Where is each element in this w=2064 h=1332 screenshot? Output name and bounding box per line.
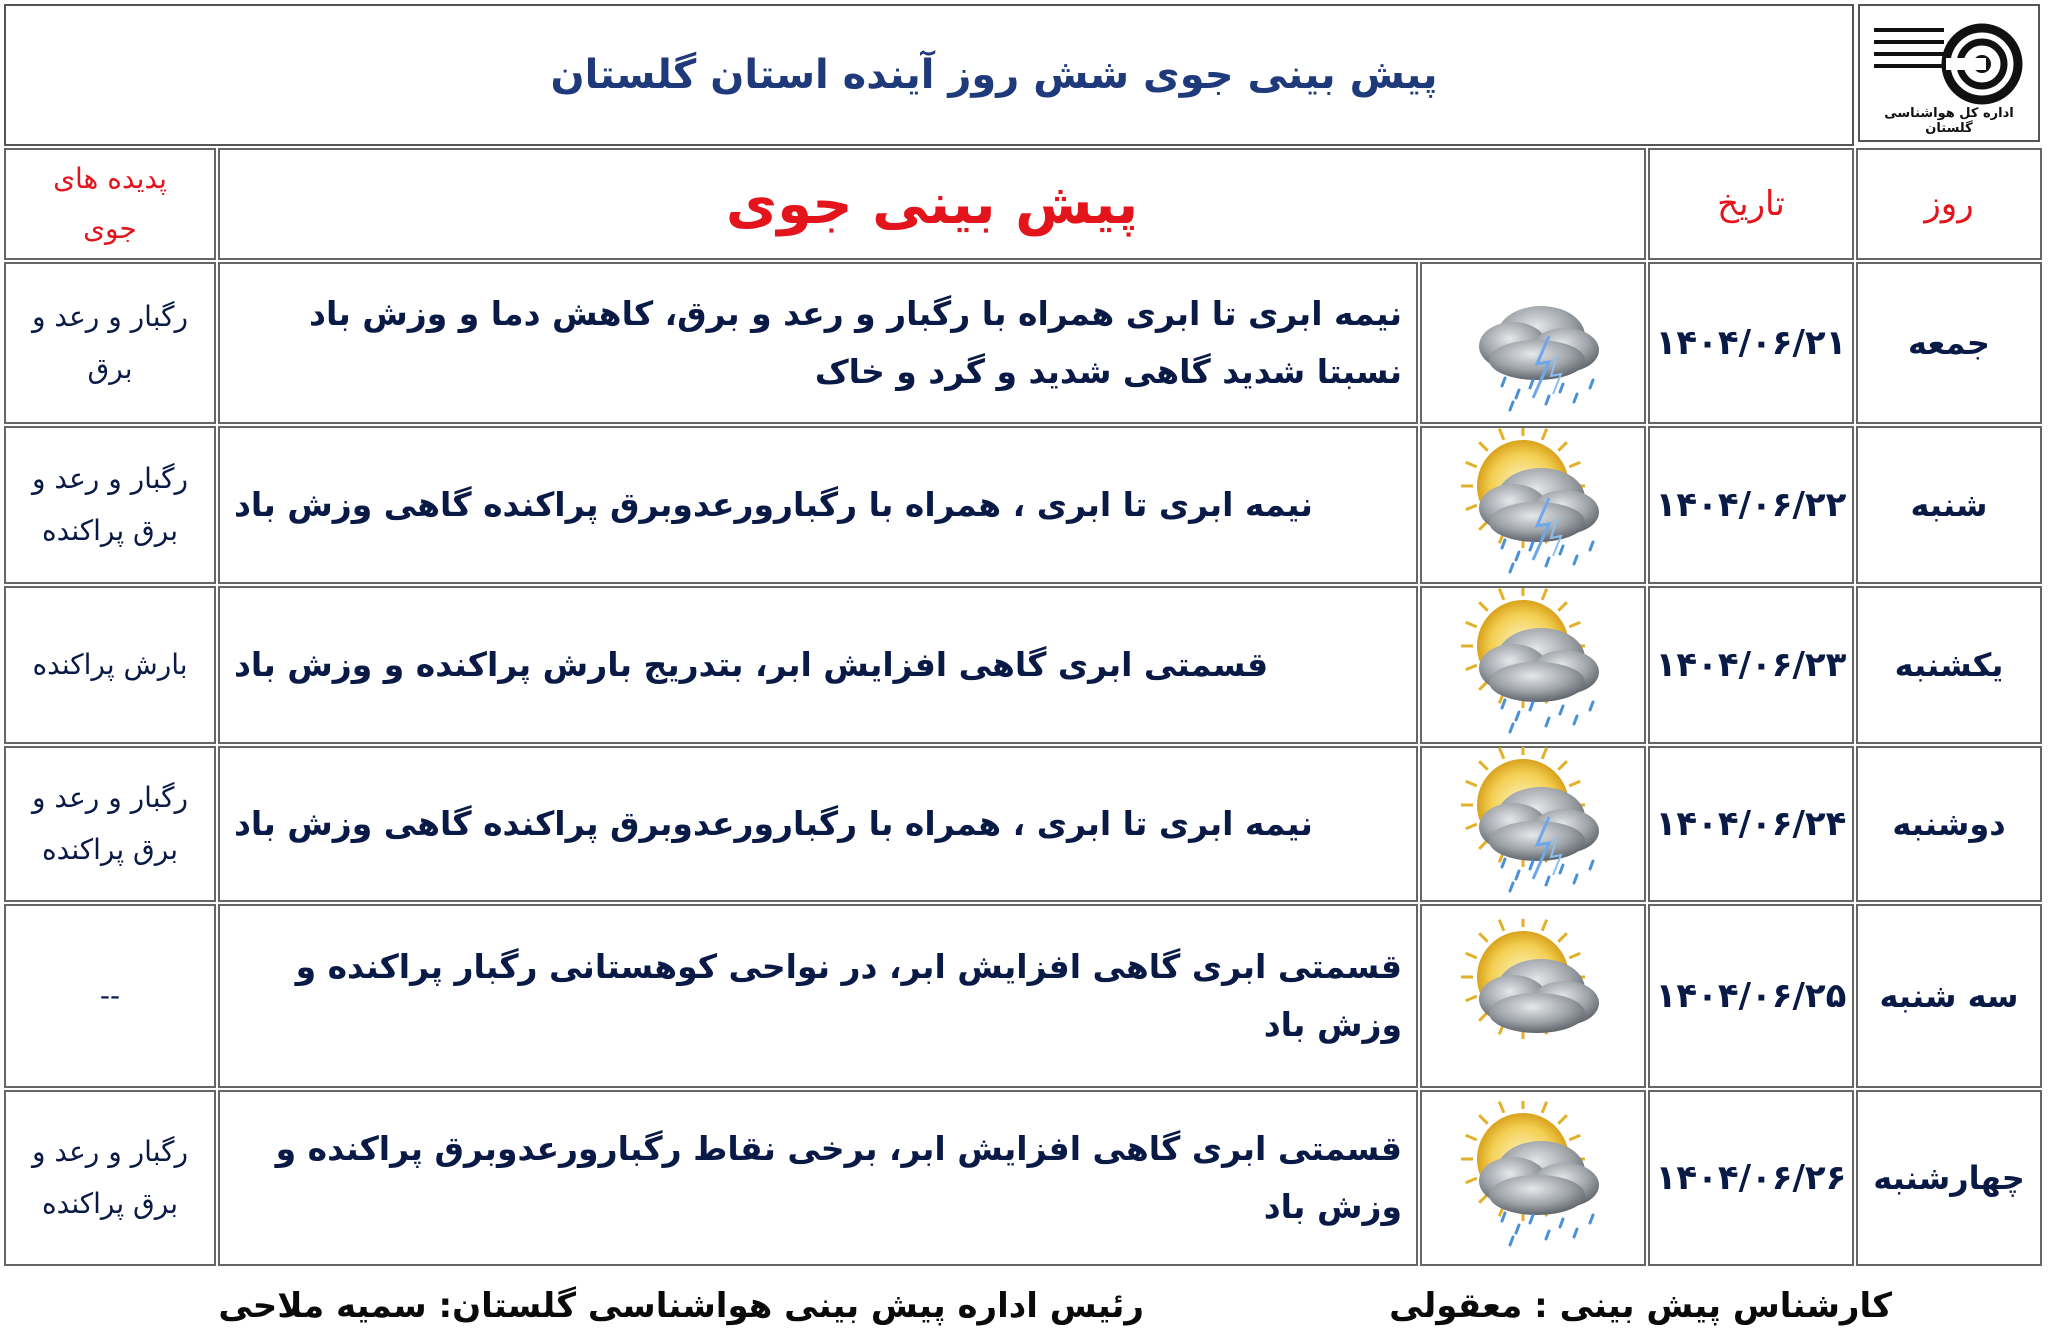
day-label: یکشنبه — [1894, 646, 2004, 684]
phenomena-line1: رگبار و رعد و — [31, 300, 189, 333]
date-label: ۱۴۰۴/۰۶/۲۱ — [1655, 323, 1847, 363]
phenomena-line1: -- — [99, 979, 121, 1012]
forecast-text: قسمتی ابری گاهی افزایش ابر، بتدریج بارش پراکنده و وزش باد — [234, 645, 1269, 684]
date-cell — [1648, 262, 1854, 424]
col-header-day — [1856, 148, 2042, 260]
forecast-cell — [218, 1090, 1418, 1266]
page-title: پیش بینی جوی شش روز آینده استان گلستان — [550, 52, 1438, 98]
head-credit: رئیس اداره پیش بینی هواشناسی گلستان: سمیه ملاحی — [218, 1286, 1144, 1326]
weather-icon-cell — [1420, 586, 1646, 744]
col-header-phenomena-line1: پدیده های — [53, 162, 167, 195]
phenomena-line2: برق پراکنده — [41, 833, 179, 866]
logo — [1858, 4, 2040, 142]
day-cell — [1856, 426, 2042, 584]
forecast-cell — [218, 426, 1418, 584]
phenomena-cell — [4, 426, 216, 584]
col-header-date-label: تاریخ — [1717, 184, 1785, 224]
day-cell — [1856, 904, 2042, 1088]
weather-icon-cell — [1420, 426, 1646, 584]
phenomena-line1: رگبار و رعد و — [31, 1135, 189, 1168]
sun-cloud-rain-icon — [1453, 1101, 1613, 1255]
date-cell — [1648, 746, 1854, 902]
phenomena-line2: برق پراکنده — [41, 1187, 179, 1220]
day-label: دوشنبه — [1892, 805, 2006, 843]
day-cell — [1856, 586, 2042, 744]
forecast-text: نیمه ابری تا ابری ، همراه با رگبارورعدوبرق پراکنده گاهی وزش باد — [234, 804, 1313, 843]
col-header-phenomena — [4, 148, 216, 260]
forecast-text: نیمه ابری تا ابری همراه با رگبار و رعد و برق، کاهش دما و وزش باد نسبتا شدید گاهی شدید و گرد و خاک — [309, 294, 1402, 391]
date-cell — [1648, 426, 1854, 584]
date-cell — [1648, 1090, 1854, 1266]
sun-cloud-icon — [1453, 919, 1613, 1073]
date-label: ۱۴۰۴/۰۶/۲۴ — [1655, 804, 1847, 844]
forecast-text: قسمتی ابری گاهی افزایش ابر، برخی نقاط رگبارورعدوبرق پراکنده و وزش باد — [275, 1129, 1402, 1226]
phenomena-line2: برق — [87, 352, 133, 385]
col-header-forecast — [218, 148, 1646, 260]
day-label: چهارشنبه — [1873, 1159, 2025, 1197]
phenomena-line2: برق پراکنده — [41, 514, 179, 547]
date-label: ۱۴۰۴/۰۶/۲۲ — [1655, 485, 1847, 525]
date-cell — [1648, 586, 1854, 744]
weather-icon-cell — [1420, 262, 1646, 424]
day-cell — [1856, 262, 2042, 424]
date-label: ۱۴۰۴/۰۶/۲۶ — [1655, 1158, 1847, 1198]
forecast-cell — [218, 746, 1418, 902]
sun-cloud-thunder-rain-icon — [1453, 747, 1613, 901]
day-cell — [1856, 746, 2042, 902]
day-label: جمعه — [1908, 324, 1990, 362]
day-label: سه شنبه — [1879, 977, 2019, 1015]
col-header-phenomena-line2: جوی — [83, 212, 137, 245]
date-label: ۱۴۰۴/۰۶/۲۳ — [1655, 645, 1847, 685]
forecast-cell — [218, 586, 1418, 744]
weather-icon-cell — [1420, 746, 1646, 902]
col-header-forecast-label: پیش بینی جوی — [725, 171, 1139, 237]
forecaster-credit: کارشناس پیش بینی : معقولی — [1389, 1286, 1892, 1326]
sun-cloud-thunder-rain-icon — [1453, 428, 1613, 582]
phenomena-cell — [4, 904, 216, 1088]
weather-icon-cell — [1420, 904, 1646, 1088]
forecast-cell — [218, 904, 1418, 1088]
phenomena-line1: رگبار و رعد و — [31, 462, 189, 495]
phenomena-cell — [4, 1090, 216, 1266]
forecast-text: نیمه ابری تا ابری ، همراه با رگبارورعدوبرق پراکنده گاهی وزش باد — [234, 485, 1313, 524]
logo-caption: اداره کل هواشناسی گلستان — [1884, 106, 2014, 136]
phenomena-cell — [4, 262, 216, 424]
date-cell — [1648, 904, 1854, 1088]
forecast-cell — [218, 262, 1418, 424]
phenomena-cell — [4, 586, 216, 744]
date-label: ۱۴۰۴/۰۶/۲۵ — [1655, 976, 1847, 1016]
phenomena-line1: بارش پراکنده — [32, 648, 188, 681]
day-cell — [1856, 1090, 2042, 1266]
sun-cloud-rain-icon — [1453, 588, 1613, 742]
day-label: شنبه — [1910, 486, 1988, 524]
weather-icon-cell — [1420, 1090, 1646, 1266]
phenomena-cell — [4, 746, 216, 902]
col-header-day-label: روز — [1924, 184, 1974, 224]
col-header-date — [1648, 148, 1854, 260]
forecast-text: قسمتی ابری گاهی افزایش ابر، در نواحی کوهستانی رگبار پراکنده و وزش باد — [295, 947, 1402, 1044]
cloud-thunder-rain-icon — [1453, 266, 1613, 420]
phenomena-line1: رگبار و رعد و — [31, 781, 189, 814]
